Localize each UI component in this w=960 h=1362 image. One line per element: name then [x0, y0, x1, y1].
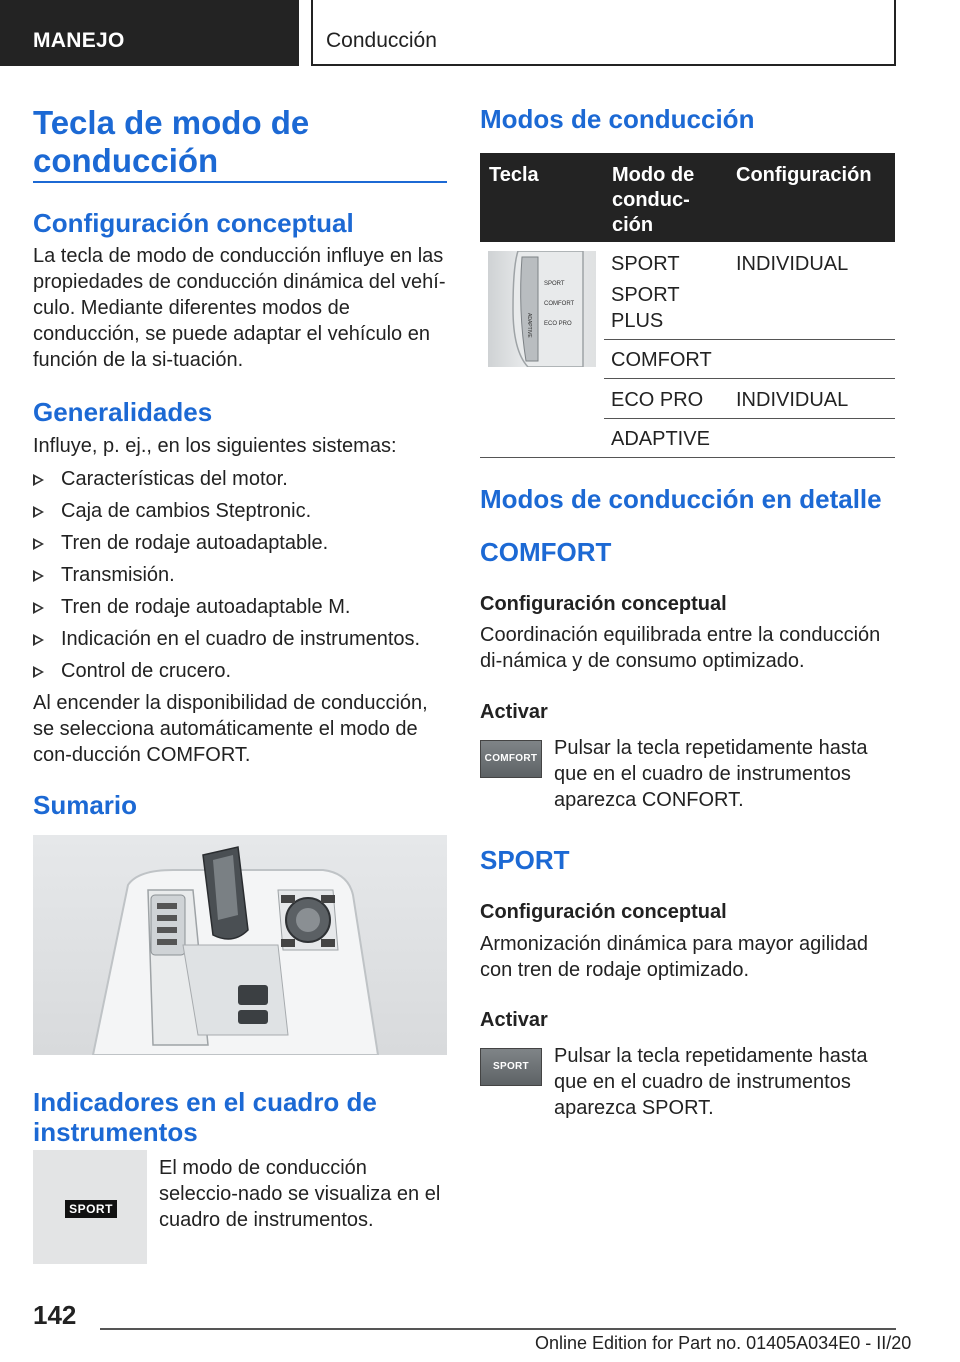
table-cell-mode: SPORT PLUS [611, 284, 680, 332]
instrument-cluster-image [33, 1150, 147, 1264]
col-header-config: Configuración [736, 164, 872, 186]
key-label-sport: SPORT [544, 281, 565, 287]
comfort-concept-heading: Configuración conceptual [480, 593, 727, 615]
general-intro: Influye, p. ej., en los siguientes sistemas: [33, 435, 397, 457]
comfort-heading: COMFORT [480, 537, 612, 567]
footer-divider [100, 1328, 896, 1330]
cluster-text: El modo de conducción seleccio-nado se visualiza en el cuadro de instrumentos. [159, 1157, 441, 1231]
modes-heading: Modos de conducción [480, 104, 755, 134]
list-item: Transmisión. [33, 562, 420, 594]
comfort-concept-text: Coordinación equilibrada entre la conducción di-námica y de consumo optimizado. [480, 624, 881, 672]
table-row-divider [604, 339, 895, 340]
key-label-comfort: COMFORT [544, 301, 575, 307]
page-number: 142 [33, 1300, 77, 1330]
cluster-sport-badge: SPORT [65, 1200, 117, 1218]
triangle-bullet-icon [33, 666, 44, 678]
list-item: Tren de rodaje autoadaptable. [33, 530, 420, 562]
key-label-eco-pro: ECO PRO [544, 321, 572, 327]
summary-heading: Sumario [33, 790, 138, 820]
table-bottom-rule [480, 457, 895, 458]
comfort-activate-heading: Activar [480, 701, 548, 723]
table-cell-mode: COMFORT [611, 349, 712, 371]
sport-concept-heading: Configuración conceptual [480, 901, 727, 923]
drive-mode-switch-illustration [488, 251, 596, 367]
table-cell-mode: ECO PRO [611, 389, 704, 411]
cluster-heading: Indicadores en el cuadro de instrumentos [33, 1087, 377, 1147]
sport-button-image: SPORT [480, 1048, 542, 1086]
triangle-bullet-icon [33, 474, 44, 486]
table-cell-config: INDIVIDUAL [736, 389, 849, 411]
triangle-bullet-icon [33, 538, 44, 550]
header-section-tab [0, 0, 299, 66]
triangle-bullet-icon [33, 602, 44, 614]
list-item: Indicación en el cuadro de instrumentos. [33, 626, 420, 658]
col-header-key: Tecla [489, 164, 539, 186]
table-cell-mode: SPORT [611, 253, 680, 275]
table-cell-config: INDIVIDUAL [736, 253, 849, 275]
comfort-button-image: COMFORT [480, 740, 542, 778]
detail-heading: Modos de conducción en detalle [480, 484, 882, 514]
center-console-photo [33, 835, 447, 1055]
header-chapter-tab [311, 0, 896, 66]
center-console-illustration [33, 835, 447, 1055]
triangle-bullet-icon [33, 506, 44, 518]
list-item: Características del motor. [33, 466, 420, 498]
key-label-adaptive: ADAPTIVE [526, 313, 532, 338]
triangle-bullet-icon [33, 570, 44, 582]
header-section-label: MANEJO [33, 29, 125, 52]
title-divider [33, 181, 447, 183]
sport-activate-heading: Activar [480, 1009, 548, 1031]
table-row-divider [604, 378, 895, 379]
page-title: Tecla de modo de conducción [33, 104, 310, 179]
sport-heading: SPORT [480, 845, 570, 875]
sport-activate-text: Pulsar la tecla repetidamente hasta que en el cuadro de instrumentos aparezca SPORT. [554, 1045, 868, 1119]
footer-edition: Online Edition for Part no. 01405A034E0 - II/20 [535, 1333, 912, 1353]
systems-list [33, 466, 420, 690]
triangle-bullet-icon [33, 634, 44, 646]
table-cell-mode: ADAPTIVE [611, 428, 710, 450]
table-row-divider [604, 418, 895, 419]
general-outro: Al encender la disponibilidad de conducción, se selecciona automáticamente el modo de con-ducción COMFORT. [33, 692, 428, 766]
col-header-mode: Modo de conduc-ción [612, 164, 695, 236]
list-item: Caja de cambios Steptronic. [33, 498, 420, 530]
concept-heading: Configuración conceptual [33, 208, 354, 238]
sport-concept-text: Armonización dinámica para mayor agilidad con tren de rodaje optimizado. [480, 933, 868, 981]
list-item: Control de crucero. [33, 658, 420, 690]
list-item: Tren de rodaje autoadaptable M. [33, 594, 420, 626]
general-heading: Generalidades [33, 397, 213, 427]
modes-table-header [480, 153, 895, 242]
drive-mode-key-image [488, 251, 596, 367]
concept-text: La tecla de modo de conducción influye en las propiedades de conducción dinámica del vehí-culo. Mediante diferentes modos de conducción, se puede adaptar el vehículo en función de la si-tuación. [33, 245, 446, 371]
header-chapter-label: Conducción [326, 29, 437, 52]
comfort-activate-text: Pulsar la tecla repetidamente hasta que en el cuadro de instrumentos aparezca CONFORT. [554, 737, 868, 811]
